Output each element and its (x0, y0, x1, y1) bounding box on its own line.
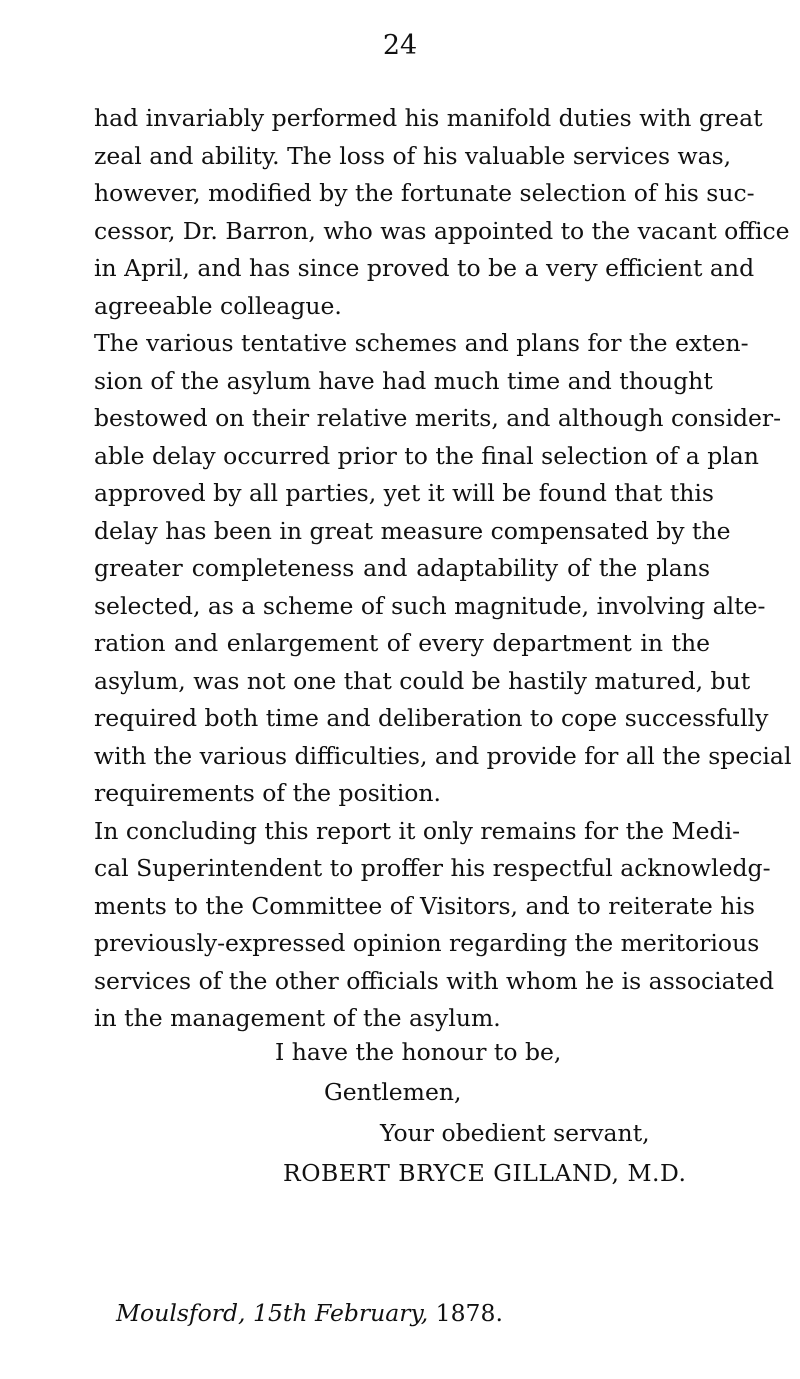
text-line: cal Superintendent to proffer his respectful acknowledg- (94, 854, 771, 882)
dateline-place: Moulsford, (116, 1299, 246, 1327)
text-line: approved by all parties, yet it will be found that this (94, 479, 714, 507)
closing-salutation: Gentlemen, (324, 1078, 462, 1106)
text-line: in April, and has since proved to be a very efficient and (94, 254, 755, 282)
text-line: asylum, was not one that could be hastily matured, but (94, 666, 751, 695)
report-body (94, 100, 792, 1038)
text-line: bestowed on their relative merits, and although consider- (94, 404, 782, 432)
closing-valediction: Your obedient servant, (380, 1119, 650, 1147)
text-line: cessor, Dr. Barron, who was appointed to the vacant office (94, 216, 790, 245)
dateline-date: 15th February, (253, 1299, 429, 1327)
text-line: previously-expressed opinion regarding the meritorious (94, 929, 760, 957)
closing-honour: I have the honour to be, (275, 1038, 562, 1066)
text-line: however, modified by the fortunate selection of his suc- (94, 179, 755, 207)
dateline-year: 1878. (435, 1299, 503, 1327)
text-line: delay has been in great measure compensated by the (94, 516, 731, 545)
text-line: In concluding this report it only remains for the Medi- (94, 816, 741, 845)
text-line: greater completeness and adaptability of the plans (94, 554, 710, 582)
text-line: required both time and deliberation to cope successfully (94, 704, 769, 732)
text-line: had invariably performed his manifold duties with great (94, 104, 763, 132)
text-line: able delay occurred prior to the final selection of a plan (94, 441, 759, 470)
page-number: 24 (382, 30, 418, 61)
text-line: in the management of the asylum. (94, 1004, 501, 1032)
text-line: ments to the Committee of Visitors, and to reiterate his (94, 891, 755, 920)
text-line: selected, as a scheme of such magnitude, involving alte- (94, 591, 766, 620)
dateline (116, 1295, 503, 1333)
text-line: agreeable colleague. (94, 291, 342, 320)
text-line: sion of the asylum have had much time and thought (94, 366, 713, 395)
text-line: The various tentative schemes and plans for the exten- (94, 329, 749, 357)
text-line: with the various difficulties, and provide for all the special (94, 741, 792, 770)
text-line: ration and enlargement of every department in the (94, 629, 710, 657)
signature: ROBERT BRYCE GILLAND, M.D. (283, 1159, 687, 1187)
text-line: zeal and ability. The loss of his valuable services was, (94, 141, 732, 170)
text-line: requirements of the position. (94, 779, 442, 807)
text-line: services of the other officials with whom he is associated (94, 966, 775, 995)
